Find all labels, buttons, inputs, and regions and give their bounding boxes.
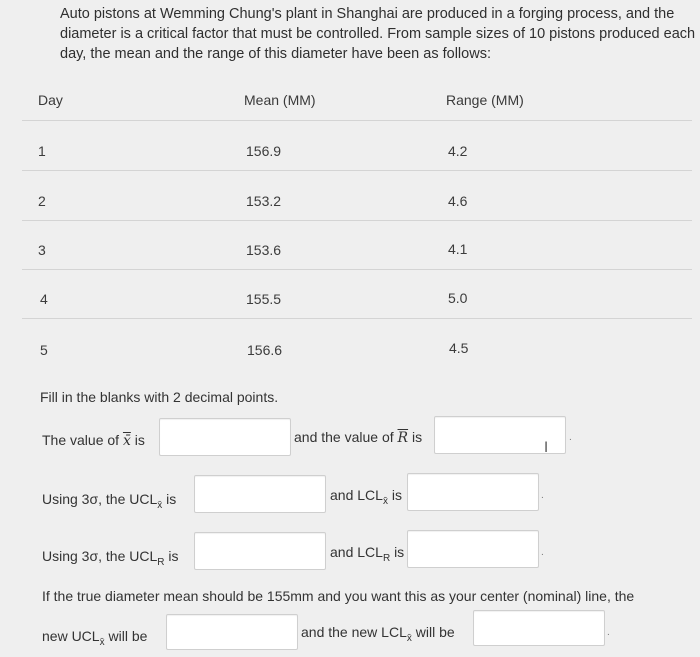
problem-intro: Auto pistons at Wemming Chung's plant in Shanghai are produced in a forging process, and the diameter is a critical factor that must be controlled. From sample sizes of 10 pistons produced each day, the mean and the range of this diameter have been as follows: — [60, 6, 696, 62]
lcl-r-input[interactable] — [407, 530, 539, 568]
rbar-question-label: and the value of $\overline{R}$ is — [294, 429, 423, 446]
rbar-symbol: $\overline{R}$ — [397, 430, 409, 446]
lcl-x-input[interactable] — [407, 473, 539, 511]
nominal-question-text: If the true diameter mean should be 155mm and you want this as your center (nominal) line, the — [42, 588, 635, 604]
day-cell: 3 — [38, 242, 46, 258]
mean-cell: 156.6 — [247, 342, 283, 358]
day-cell: 2 — [38, 193, 46, 209]
row-divider — [22, 170, 692, 171]
xbar-input[interactable] — [159, 418, 291, 456]
new-lcl-input[interactable] — [473, 610, 605, 646]
ucl-x-input[interactable] — [194, 475, 326, 513]
col-header-day: Day — [38, 92, 63, 108]
day-cell: 5 — [40, 342, 48, 358]
range-cell: 4.6 — [448, 193, 468, 209]
range-cell: 4.2 — [448, 143, 468, 159]
text-cursor-icon: I — [544, 440, 549, 456]
mean-cell: 153.2 — [246, 193, 282, 209]
col-header-mean: Mean (MM) — [244, 92, 316, 108]
mean-cell: 153.6 — [246, 242, 282, 258]
lcl-x-label: and $LCL_{x̄}$ is — [330, 487, 402, 507]
dot: . — [569, 432, 572, 443]
ucl-r-input[interactable] — [194, 532, 326, 570]
row-divider — [22, 318, 692, 319]
dot: . — [607, 627, 610, 638]
row-divider — [22, 220, 692, 221]
mean-cell: 155.5 — [246, 291, 282, 307]
day-cell: 4 — [40, 291, 48, 307]
range-cell: 5.0 — [448, 290, 468, 306]
instruction-text: Fill in the blanks with 2 decimal points. — [40, 389, 279, 405]
range-cell: 4.5 — [449, 340, 469, 356]
ucl-r-label: Using 3σ, the $UCL_R$ is — [42, 548, 179, 568]
range-cell: 4.1 — [448, 241, 468, 257]
day-cell: 1 — [38, 143, 46, 159]
header-divider — [22, 120, 692, 121]
row-divider — [22, 269, 692, 270]
mean-cell: 156.9 — [246, 143, 282, 159]
lcl-r-label: and $LCL_R$ is — [330, 544, 405, 564]
ucl-x-label: Using 3σ, the $UCL_{x̄}$ is — [42, 491, 177, 511]
col-header-range: Range (MM) — [446, 92, 524, 108]
dot: . — [541, 490, 544, 501]
new-lcl-label: and the new $LCL_{x̄}$ will be — [301, 624, 455, 644]
new-ucl-label: new $UCL_{x̄}$ will be — [42, 628, 148, 648]
xbar-symbol: x̄ — [122, 433, 131, 449]
dot: . — [541, 547, 544, 558]
new-ucl-input[interactable] — [166, 614, 298, 650]
xbar-question-label: The value of x̄ is — [42, 432, 145, 449]
